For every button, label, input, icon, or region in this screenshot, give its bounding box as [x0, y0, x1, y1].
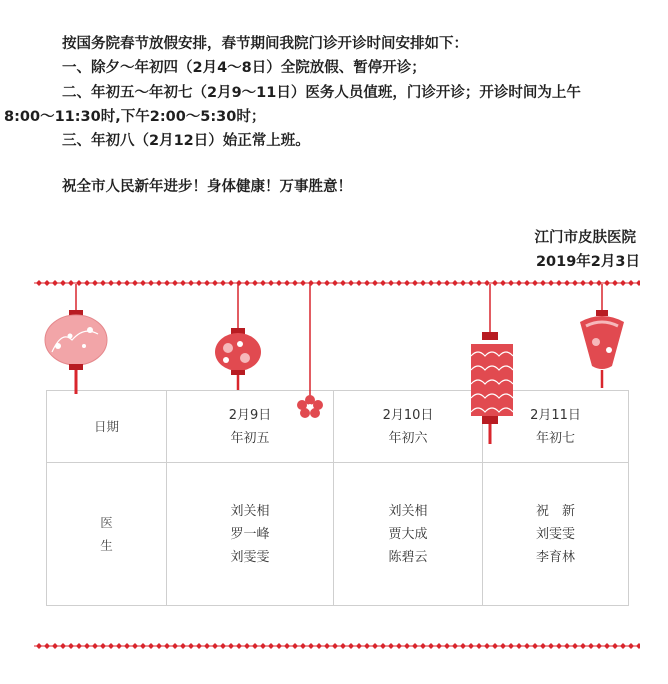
date-cell-day3 [483, 391, 629, 463]
date-label-cell [47, 391, 167, 463]
divider-diamond [428, 280, 434, 286]
divider-diamond [596, 643, 602, 649]
divider-diamond [404, 643, 410, 649]
divider-diamond [84, 643, 90, 649]
divider-diamond [132, 643, 138, 649]
notice-item-2-line-2: 8:00～11:30时,下午2:00～5:30时； [4, 109, 266, 125]
divider-diamond [628, 280, 634, 286]
divider-diamond [108, 280, 114, 286]
notice-greeting: 祝全市人民新年进步！身体健康！万事胜意！ [62, 179, 352, 195]
bottom-divider [34, 642, 640, 650]
doctors-cell-day3 [483, 463, 629, 606]
divider-diamond [364, 643, 370, 649]
divider-diamond [628, 643, 634, 649]
divider-diamond [156, 643, 162, 649]
divider-diamond [444, 280, 450, 286]
divider-diamond [148, 280, 154, 286]
divider-diamond [476, 280, 482, 286]
divider-diamond [572, 280, 578, 286]
notice-item-2-line-1: 二、年初五～年初七（2月9～11日）医务人员值班，门诊开诊；开诊时间为上午 [62, 85, 581, 101]
round-pink-lantern-icon [45, 284, 107, 394]
divider-diamond [292, 280, 298, 286]
divider-diamond [420, 280, 426, 286]
divider-diamond [380, 643, 386, 649]
divider-diamond [340, 280, 346, 286]
divider-diamond [140, 280, 146, 286]
divider-diamond [636, 280, 640, 286]
divider-diamond [236, 643, 242, 649]
divider-diamond [68, 280, 74, 286]
divider-diamond [588, 280, 594, 286]
divider-diamond [180, 280, 186, 286]
divider-diamond [212, 643, 218, 649]
divider-diamond [60, 643, 66, 649]
day2-doctor-3: 陈碧云 [388, 549, 428, 565]
divider-diamond [172, 643, 178, 649]
divider-diamond [284, 280, 290, 286]
divider-diamond [260, 280, 266, 286]
table-row [47, 391, 629, 463]
divider-diamond [372, 643, 378, 649]
day2-doctor-2: 贾大成 [388, 526, 428, 542]
divider-diamond [492, 280, 498, 286]
divider-diamond [212, 280, 218, 286]
divider-diamond [316, 643, 322, 649]
day1-lunar: 年初五 [230, 430, 270, 446]
divider-diamond [36, 280, 42, 286]
day3-doctor-3: 李育林 [535, 549, 575, 565]
divider-diamond [100, 643, 106, 649]
divider-diamond [204, 280, 210, 286]
day1-date: 2月9日 [228, 407, 272, 423]
divider-diamond [116, 643, 122, 649]
divider-diamond [436, 280, 442, 286]
divider-diamond [284, 643, 290, 649]
divider-diamond [388, 280, 394, 286]
divider-diamond [204, 643, 210, 649]
day1-doctor-1: 刘关相 [230, 503, 270, 519]
day1-doctor-3: 刘雯雯 [230, 549, 270, 565]
day2-doctor-1: 刘关相 [388, 503, 428, 519]
divider-diamond [244, 643, 250, 649]
divider-diamond [364, 280, 370, 286]
divider-diamond [156, 280, 162, 286]
divider-diamond [244, 280, 250, 286]
divider-diamond [500, 643, 506, 649]
divider-diamond [332, 643, 338, 649]
divider-diamond [236, 280, 242, 286]
divider-diamond [324, 280, 330, 286]
divider-diamond [228, 643, 234, 649]
divider-diamond [492, 643, 498, 649]
divider-diamond [92, 643, 98, 649]
divider-diamond [252, 643, 258, 649]
divider-diamond [116, 280, 122, 286]
divider-diamond [44, 643, 50, 649]
divider-diamond [612, 643, 618, 649]
divider-diamond [164, 643, 170, 649]
divider-diamond [220, 280, 226, 286]
divider-diamond [636, 643, 640, 649]
divider-diamond [316, 280, 322, 286]
notice-item-1: 一、除夕～年初四（2月4～8日）全院放假、暂停开诊； [62, 60, 426, 76]
divider-diamond [76, 280, 82, 286]
divider-diamond [228, 280, 234, 286]
day2-lunar: 年初六 [388, 430, 428, 446]
date-cell-day1 [167, 391, 334, 463]
divider-diamond [460, 280, 466, 286]
divider-diamond [540, 643, 546, 649]
divider-diamond [52, 280, 58, 286]
divider-diamond [356, 280, 362, 286]
divider-diamond [516, 643, 522, 649]
date-label: 日期 [93, 418, 119, 434]
divider-diamond [460, 643, 466, 649]
divider-diamond [604, 643, 610, 649]
doctor-label-cell [47, 463, 167, 606]
date-cell-day2 [334, 391, 483, 463]
divider-diamond [92, 280, 98, 286]
doctor-label-char-1: 医 [100, 515, 113, 530]
divider-diamond [324, 643, 330, 649]
divider-diamond [300, 643, 306, 649]
divider-diamond [412, 280, 418, 286]
divider-diamond [380, 280, 386, 286]
divider-diamond [620, 643, 626, 649]
divider-diamond [452, 643, 458, 649]
day3-doctor-1: 祝 新 [535, 503, 575, 519]
divider-diamond [260, 643, 266, 649]
divider-diamond [220, 643, 226, 649]
table-row [47, 463, 629, 606]
small-red-lantern-icon [215, 284, 261, 390]
divider-diamond [444, 643, 450, 649]
divider-diamond [436, 643, 442, 649]
divider-diamond [556, 280, 562, 286]
top-divider [34, 279, 640, 287]
divider-diamond [356, 643, 362, 649]
divider-diamond [548, 280, 554, 286]
divider-diamond [556, 643, 562, 649]
signature-date: 2019年2月3日 [535, 254, 640, 270]
divider-diamond [404, 280, 410, 286]
divider-diamond [428, 643, 434, 649]
divider-diamond [548, 643, 554, 649]
divider-diamond [308, 280, 314, 286]
divider-diamond [100, 280, 106, 286]
divider-diamond [188, 280, 194, 286]
divider-diamond [148, 643, 154, 649]
divider-diamond [60, 280, 66, 286]
divider-diamond [52, 643, 58, 649]
doctor-label-char-2: 生 [100, 538, 113, 553]
divider-diamond [532, 280, 538, 286]
notice-item-3: 三、年初八（2月12日）始正常上班。 [62, 133, 310, 149]
divider-diamond [332, 280, 338, 286]
divider-diamond [308, 643, 314, 649]
divider-diamond [172, 280, 178, 286]
divider-diamond [484, 643, 490, 649]
divider-diamond [524, 280, 530, 286]
divider-diamond [76, 643, 82, 649]
divider-diamond [564, 280, 570, 286]
divider-diamond [532, 643, 538, 649]
divider-diamond [292, 643, 298, 649]
divider-diamond [140, 643, 146, 649]
divider-diamond [516, 280, 522, 286]
divider-diamond [252, 280, 258, 286]
divider-diamond [268, 643, 274, 649]
divider-diamond [588, 643, 594, 649]
divider-diamond [268, 280, 274, 286]
divider-diamond [348, 280, 354, 286]
divider-diamond [124, 643, 130, 649]
divider-diamond [412, 643, 418, 649]
duty-roster-table [46, 390, 629, 606]
day1-doctor-2: 罗一峰 [230, 526, 270, 542]
divider-diamond [188, 643, 194, 649]
divider-diamond [420, 643, 426, 649]
divider-diamond [388, 643, 394, 649]
divider-diamond [36, 643, 42, 649]
divider-diamond [452, 280, 458, 286]
divider-diamond [396, 643, 402, 649]
divider-diamond [196, 643, 202, 649]
day2-date: 2月10日 [382, 407, 434, 423]
day3-date: 2月11日 [530, 407, 581, 423]
divider-diamond [468, 643, 474, 649]
divider-diamond [540, 280, 546, 286]
divider-diamond [580, 280, 586, 286]
divider-diamond [372, 280, 378, 286]
divider-diamond [508, 643, 514, 649]
divider-diamond [612, 280, 618, 286]
divider-diamond [132, 280, 138, 286]
divider-diamond [180, 643, 186, 649]
divider-diamond [196, 280, 202, 286]
divider-diamond [468, 280, 474, 286]
divider-diamond [604, 280, 610, 286]
divider-diamond [44, 280, 50, 286]
day3-lunar: 年初七 [535, 430, 575, 446]
divider-diamond [484, 280, 490, 286]
day3-doctor-2: 刘雯雯 [535, 526, 575, 542]
doctors-cell-day1 [167, 463, 334, 606]
doctors-cell-day2 [334, 463, 483, 606]
divider-diamond [596, 280, 602, 286]
divider-diamond [300, 280, 306, 286]
divider-diamond [396, 280, 402, 286]
divider-diamond [476, 643, 482, 649]
signature-hospital: 江门市皮肤医院 [534, 230, 636, 246]
divider-diamond [508, 280, 514, 286]
conical-red-lantern-icon [580, 284, 624, 388]
divider-diamond [572, 643, 578, 649]
divider-diamond [164, 280, 170, 286]
divider-diamond [276, 280, 282, 286]
divider-diamond [276, 643, 282, 649]
divider-diamond [68, 643, 74, 649]
divider-diamond [500, 280, 506, 286]
divider-diamond [564, 643, 570, 649]
divider-diamond [124, 280, 130, 286]
notice-intro: 按国务院春节放假安排，春节期间我院门诊开诊时间安排如下： [62, 36, 468, 52]
divider-diamond [524, 643, 530, 649]
divider-diamond [108, 643, 114, 649]
divider-diamond [84, 280, 90, 286]
divider-diamond [348, 643, 354, 649]
divider-diamond [340, 643, 346, 649]
divider-diamond [620, 280, 626, 286]
divider-diamond [580, 643, 586, 649]
